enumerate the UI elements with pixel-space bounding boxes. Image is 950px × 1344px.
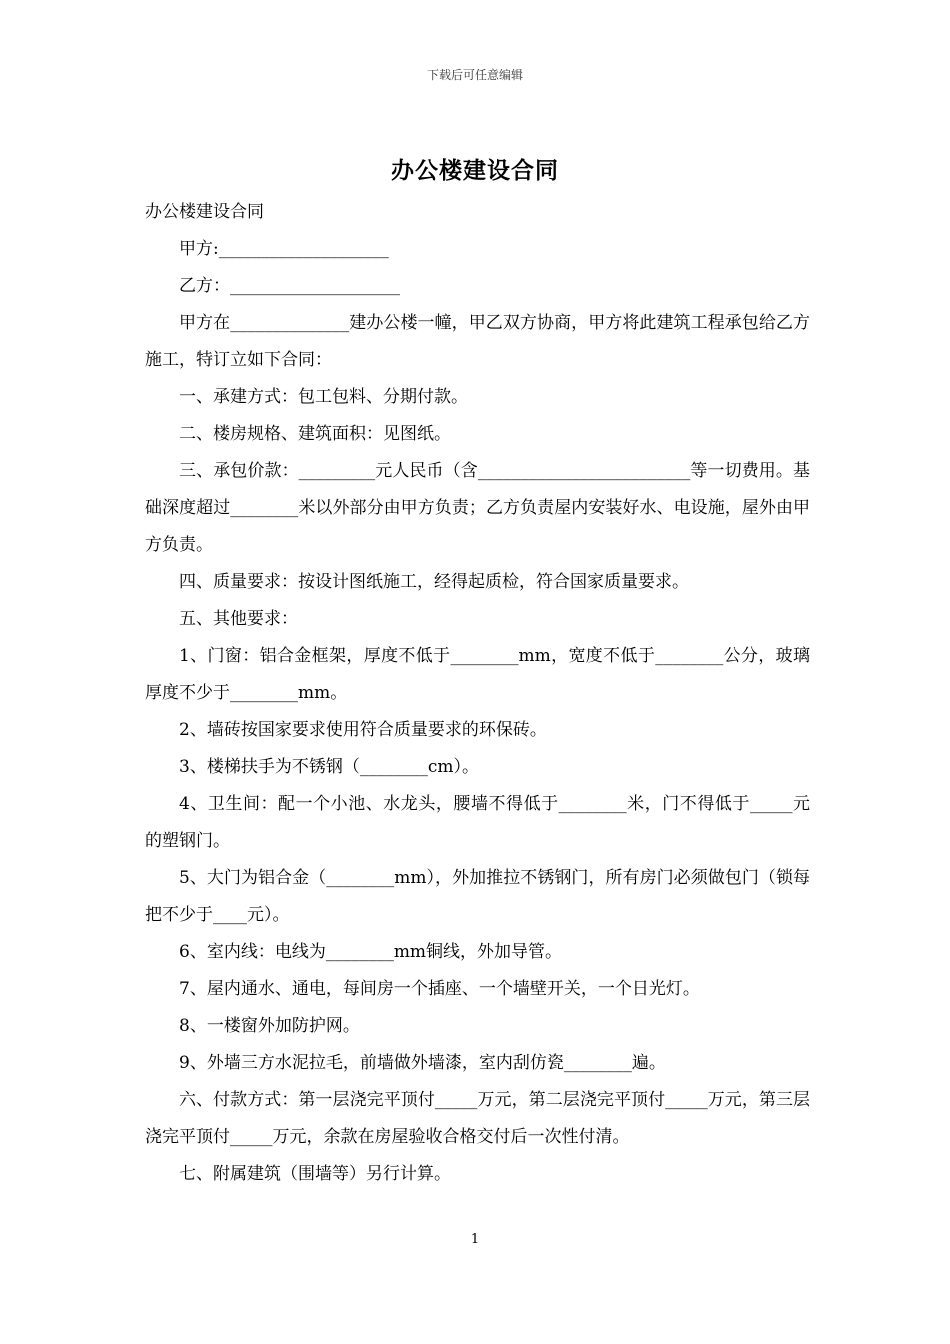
paragraph-clause-2: 二、楼房规格、建筑面积：见图纸。 <box>179 424 451 444</box>
paragraph-subtitle: 办公楼建设合同 <box>145 202 264 222</box>
paragraph-clause-4: 四、质量要求：按设计图纸施工，经得起质检，符合国家质量要求。 <box>179 572 689 592</box>
paragraph-item-4: 4、卫生间：配一个小池、水龙头，腰墙不得低于________米，门不得低于_____元的塑钢门。 <box>145 794 810 851</box>
paragraph-party-a: 甲方:____________________ <box>179 239 389 259</box>
paragraph-clause-1: 一、承建方式：包工包料、分期付款。 <box>179 387 468 407</box>
header-note: 下载后可任意编辑 <box>426 68 523 82</box>
document-title: 办公楼建设合同 <box>391 157 559 184</box>
paragraph-item-3: 3、楼梯扶手为不锈钢（________cm）。 <box>179 757 479 777</box>
contract-body <box>145 194 810 1193</box>
paragraph-clause-6: 六、付款方式：第一层浇完平顶付_____万元，第二层浇完平顶付_____万元，第三层浇完平顶付_____万元，余款在房屋验收合格交付后一次性付清。 <box>145 1090 810 1147</box>
paragraph-clause-3: 三、承包价款：_________元人民币（含_________________________等一切费用。基础深度超过________米以外部分由甲方负责；乙方负责屋内安装好水、电设施，屋外由甲方负责。 <box>145 461 810 555</box>
paragraph-preamble: 甲方在______________建办公楼一幢，甲乙双方协商，甲方将此建筑工程承包给乙方施工，特订立如下合同： <box>145 313 810 370</box>
page-number: 1 <box>470 1232 480 1247</box>
paragraph-item-6: 6、室内线：电线为________mm铜线，外加导管。 <box>179 942 563 962</box>
paragraph-clause-7: 七、附属建筑（围墙等）另行计算。 <box>179 1164 451 1184</box>
paragraph-party-b: 乙方：____________________ <box>179 276 400 296</box>
paragraph-item-8: 8、一楼窗外加防护网。 <box>179 1016 360 1036</box>
paragraph-item-5: 5、大门为铝合金（________mm），外加推拉不锈钢门，所有房门必须做包门（锁每把不少于____元）。 <box>145 868 810 925</box>
paragraph-item-7: 7、屋内通水、通电，每间房一个插座、一个墙壁开关，一个日光灯。 <box>179 979 700 999</box>
paragraph-item-9: 9、外墙三方水泥拉毛，前墙做外墙漆，室内刮仿瓷________遍。 <box>179 1053 666 1073</box>
paragraph-clause-5: 五、其他要求： <box>179 609 298 629</box>
paragraph-item-2: 2、墙砖按国家要求使用符合质量要求的环保砖。 <box>179 720 547 740</box>
paragraph-item-1: 1、门窗：铝合金框架，厚度不低于________mm，宽度不低于________公分，玻璃厚度不少于________mm。 <box>145 646 810 703</box>
